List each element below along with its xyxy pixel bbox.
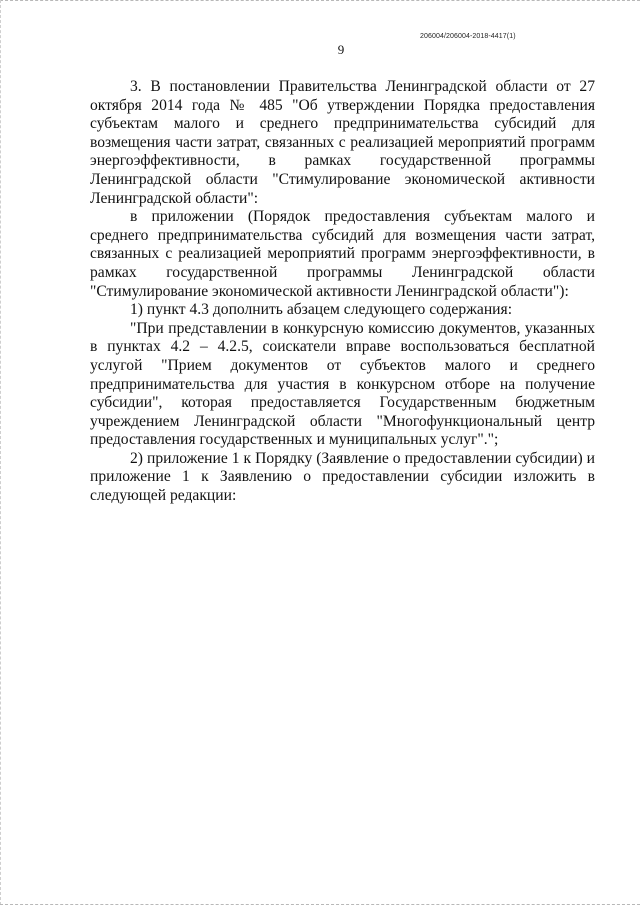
- paragraph-item-1: 1) пункт 4.3 дополнить абзацем следующего содержания:: [130, 301, 513, 319]
- scan-edge-left: [0, 0, 4, 905]
- paragraph-appendix-reference: в приложении (Порядок предоставления субъектам малого и среднего предпринимательства субсидий для возмещения части затрат, связанных с реализацией мероприятий программ энергоэффективности, в рамках государственной программы Ленинградской области "Стимулирование экономической активности Ленинградской области"):: [90, 208, 595, 300]
- document-body: [90, 78, 595, 506]
- paragraph-quoted-addition: "При представлении в конкурсную комиссию документов, указанных в пунктах 4.2 – 4.2.5, соискатели вправе воспользоваться бесплатной услугой "Прием документов от субъектов малого и среднего предпринимательства для участия в конкурсном отборе на получение субсидии", которая предоставляется Государственным бюджетным учреждением Ленинградской области "Многофункциональный центр предоставления государственных и муниципальных услуг".";: [90, 319, 595, 449]
- paragraph-amendment-intro: 3. В постановлении Правительства Ленинградской области от 27 октября 2014 года № 485 "Об утверждении Порядка предоставления субъектам малого и среднего предпринимательства субсидий для возмещения части затрат, связанных с реализацией мероприятий программ энергоэффективности, в рамках государственной программы Ленинградской области "Стимулирование экономической активности Ленинградской области":: [90, 78, 595, 207]
- scan-edge-top: [0, 0, 640, 4]
- paragraph-item-2: 2) приложение 1 к Порядку (Заявление о предоставлении субсидии) и приложение 1 к Заявлению о предоставлении субсидии изложить в следующей редакции:: [90, 449, 595, 505]
- document-code: 206004/206004-2018-4417(1): [420, 33, 516, 40]
- page-number: 9: [337, 42, 345, 57]
- scan-edge-bottom: [0, 901, 640, 905]
